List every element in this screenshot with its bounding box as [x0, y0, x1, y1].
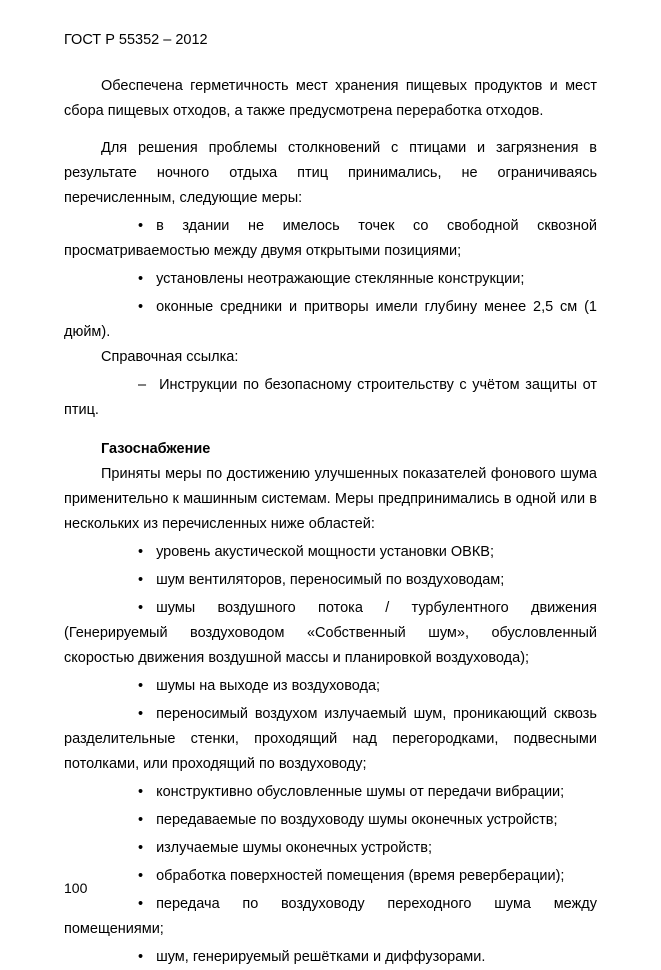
bullet-marker: •: [138, 706, 144, 722]
list-item: [64, 596, 597, 671]
bullet-marker: •: [138, 949, 144, 965]
paragraph: Обеспечена герметичность мест хранения пищевых продуктов и мест сбора пищевых отходов, а также предусмотрена переработка отходов.: [64, 78, 597, 119]
list-item-text: конструктивно обусловленные шумы от передачи вибрации;: [156, 784, 565, 800]
section-heading: Газоснабжение: [101, 441, 211, 457]
list-item-text: шумы воздушного потока / турбулентного движения (Генерируемый воздуховодом «Собственный шум», обусловленный скоростью движения воздушной массы и планировкой воздуховода);: [64, 600, 597, 666]
paragraph: Для решения проблемы столкновений с птицами и загрязнения в результате ночного отдыха птиц принимались, не ограничиваясь перечисленным, следующие меры:: [64, 140, 597, 206]
list-item-text: шумы на выходе из воздуховода;: [156, 678, 381, 694]
list-item: [64, 780, 597, 805]
list-item-text: передача по воздуховоду переходного шума между помещениями;: [64, 896, 597, 937]
list-item: [64, 540, 597, 565]
list-item: [64, 373, 597, 423]
list-item-text: уровень акустической мощности установки ОВКВ;: [156, 544, 494, 560]
list-item: [64, 864, 597, 889]
bullet-marker: •: [138, 271, 144, 287]
list-item: [64, 892, 597, 942]
bullet-marker: •: [138, 868, 144, 884]
list-item: [64, 808, 597, 833]
list-item: [64, 836, 597, 861]
list-item: [64, 214, 597, 264]
list-item-text: излучаемые шумы оконечных устройств;: [156, 840, 432, 856]
list-item-text: Инструкции по безопасному строительству с учётом защиты от птиц.: [64, 377, 597, 418]
list-item-text: передаваемые по воздуховоду шумы оконечных устройств;: [156, 812, 558, 828]
paragraph: Справочная ссылка:: [101, 349, 239, 365]
bullet-marker: •: [138, 678, 144, 694]
bullet-marker: •: [138, 896, 144, 912]
bullet-marker: •: [138, 544, 144, 560]
list-item-text: в здании не имелось точек со свободной сквозной просматриваемостью между двумя открытыми позициями;: [64, 218, 597, 259]
list-item-text: переносимый воздухом излучаемый шум, проникающий сквозь разделительные стенки, проходящий над перегородками, подвесными потолками, или проходящий по воздуховоду;: [64, 706, 597, 772]
list-item: [64, 568, 597, 593]
list-item: [64, 702, 597, 777]
bullet-marker: •: [138, 572, 144, 588]
bullet-marker: •: [138, 299, 144, 315]
document-header: ГОСТ Р 55352 – 2012: [64, 32, 208, 48]
bullet-marker: •: [138, 218, 144, 234]
bullet-marker: •: [138, 784, 144, 800]
bullet-marker: •: [138, 812, 144, 828]
document-content: [64, 74, 597, 970]
bullet-marker: •: [138, 600, 144, 616]
dash-marker: –: [138, 377, 147, 393]
list-item: [64, 295, 597, 345]
list-item-text: оконные средники и притворы имели глубину менее 2,5 см (1 дюйм).: [64, 299, 597, 340]
list-item-text: шум, генерируемый решётками и диффузорами.: [156, 949, 486, 965]
paragraph: Приняты меры по достижению улучшенных показателей фонового шума применительно к машинным системам. Меры предпринимались в одной или в нескольких из перечисленных ниже областей:: [64, 466, 597, 532]
list-item: [64, 267, 597, 292]
list-item-text: обработка поверхностей помещения (время реверберации);: [156, 868, 565, 884]
list-item: [64, 945, 597, 970]
list-item-text: шум вентиляторов, переносимый по воздуховодам;: [156, 572, 505, 588]
list-item-text: установлены неотражающие стеклянные конструкции;: [156, 271, 525, 287]
bullet-marker: •: [138, 840, 144, 856]
list-item: [64, 674, 597, 699]
page-number: 100: [64, 880, 88, 896]
